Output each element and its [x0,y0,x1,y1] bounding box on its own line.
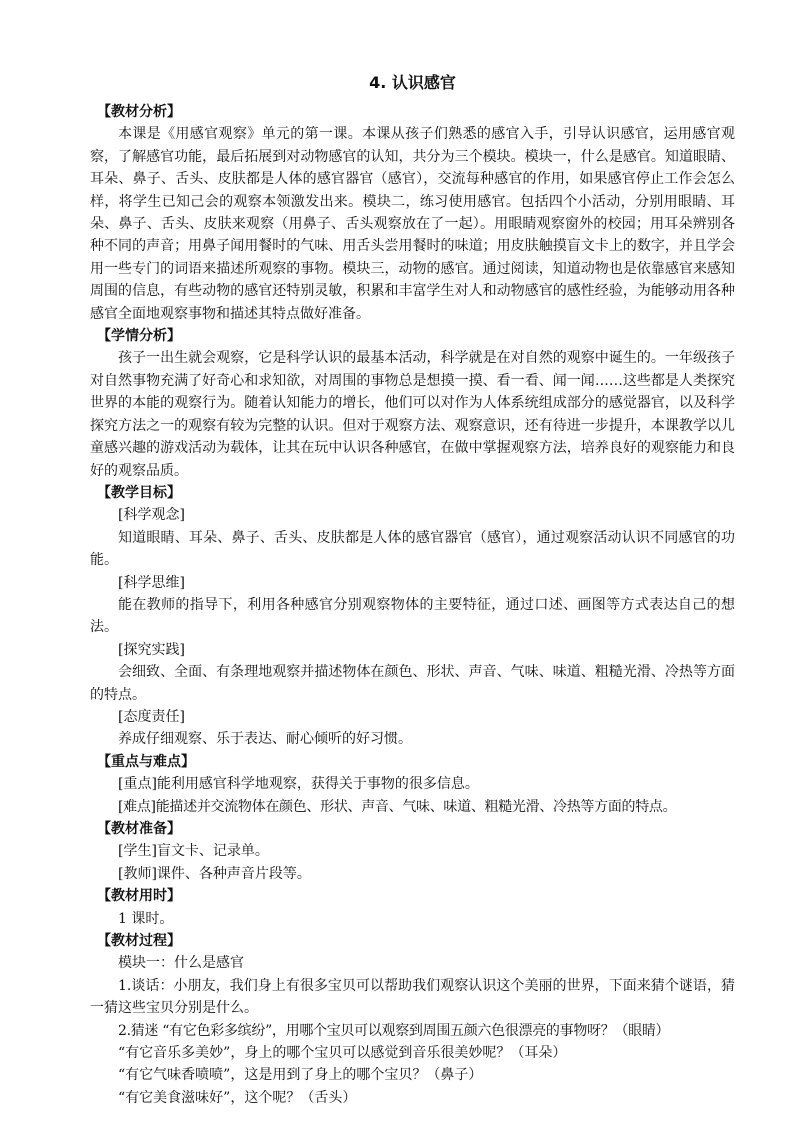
section-heading-time: 【教材用时】 [97,888,181,905]
step-one: 1.谈话：小朋友，我们身上有很多宝贝可以帮助我们观察认识这个美丽的世界，下面来猜个谜语，猜一猜这些宝贝分别是什么。 [90,977,735,1017]
analysis-paragraph: 本课是《用感官观察》单元的第一课。本课从孩子们熟悉的感官入手，引导认识感官，运用感官观察，了解感官功能，最后拓展到对动物感官的认知，共分为三个模块。模块一，什么是感官。知道眼睛、耳朵、鼻子、舌头、皮肤都是人体的感官器官（感官），交流每种感官的作用，如果感官停止工作会怎么样，将学生已知己会的观察本领激发出来。模块二，练习使用感官。包括四个小活动，分别用眼睛、耳朵、鼻子、舌头、皮肤来观察（用鼻子、舌头观察放在了一起）。用眼睛观察窗外的校园；用耳朵辨别各种不同的声音；用鼻子闻用餐时的气味、用舌头尝用餐时的味道；用皮肤触摸盲文卡上的数字，并且学会用一些专门的词语来描述所观察的事物。模块三，动物的感官。通过阅读，知道动物也是依靠感官来感知周围的信息，有些动物的感官还特别灵敏，积累和丰富学生对人和动物感官的感性经验，为能够动用各种感官全面地观察事物和描述其特点做好准备。 [90,126,735,322]
goal-text-attitude: 养成仔细观察、乐于表达、耐心倾听的好习惯。 [118,731,412,748]
section-heading-process: 【教材过程】 [97,933,181,950]
key-point: [重点]能利用感官科学地观察，获得关于事物的很多信息。 [118,776,479,793]
document-page [90,72,735,1109]
goal-label-concept: [科学观念] [118,507,185,524]
goal-label-practice: [探究实践] [118,641,185,658]
time-text: 1 课时。 [118,910,174,927]
riddle-ear: “有它音乐多美妙”，身上的哪个宝贝可以感觉到音乐很美妙呢？（耳朵） [118,1045,567,1062]
goal-label-thinking: [科学思维] [118,574,185,591]
section-heading-analysis: 【教材分析】 [97,104,181,120]
prep-teacher: [教师]课件、各种声音片段等。 [118,865,311,882]
prep-student: [学生]盲文卡、记录单。 [118,843,269,860]
section-heading-key-points: 【重点与难点】 [97,753,195,770]
section-heading-learner: 【学情分析】 [97,328,181,345]
goal-text-thinking: 能在教师的指导下，利用各种感官分别观察物体的主要特征，通过口述、画图等方式表达自己的想法。 [90,596,735,636]
step-two: 2.猜迷 “有它色彩多缤纷”，用哪个宝贝可以观察到周围五颜六色很漂亮的事物呀？（眼睛） [118,1022,670,1039]
difficult-point: [难点]能描述并交流物体在颜色、形状、声音、气味、味道、粗糙光滑、冷热等方面的特点。 [118,798,677,815]
section-heading-goals: 【教学目标】 [97,484,181,501]
goal-label-attitude: [态度责任] [118,708,185,725]
goal-text-concept: 知道眼睛、耳朵、鼻子、舌头、皮肤都是人体的感官器官（感官），通过观察活动认识不同感官的功能。 [90,529,735,569]
learner-paragraph: 孩子一出生就会观察，它是科学认识的最基本活动，科学就是在对自然的观察中诞生的。一年级孩子对自然事物充满了好奇心和求知欲，对周围的事物总是想摸一摸、看一看、闻一闻……这些都是人类探究世界的本能的观察行为。随着认知能力的增长，他们可以对作为人体系统组成部分的感觉器官，以及科学探究方法之一的观察有较为完整的认识。但对于观察方法、观察意识，还有待进一步提升，本课教学以儿童感兴趣的游戏活动为载体，让其在玩中认识各种感官，在做中掌握观察方法，培养良好的观察能力和良好的观察品质。 [90,350,735,479]
goal-text-practice: 会细致、全面、有条理地观察并描述物体在颜色、形状、声音、气味、味道、粗糙光滑、冷热等方面的特点。 [90,664,735,703]
module-one-title: 模块一：什么是感官 [118,955,244,972]
riddle-tongue: “有它美食滋味好”，这个呢？（舌头） [118,1089,357,1106]
riddle-nose: “有它气味香喷喷”，这是用到了身上的哪个宝贝？（鼻子） [118,1067,483,1084]
document-title: 4. 认识感官 [369,73,456,92]
section-heading-prep: 【教材准备】 [97,821,181,837]
